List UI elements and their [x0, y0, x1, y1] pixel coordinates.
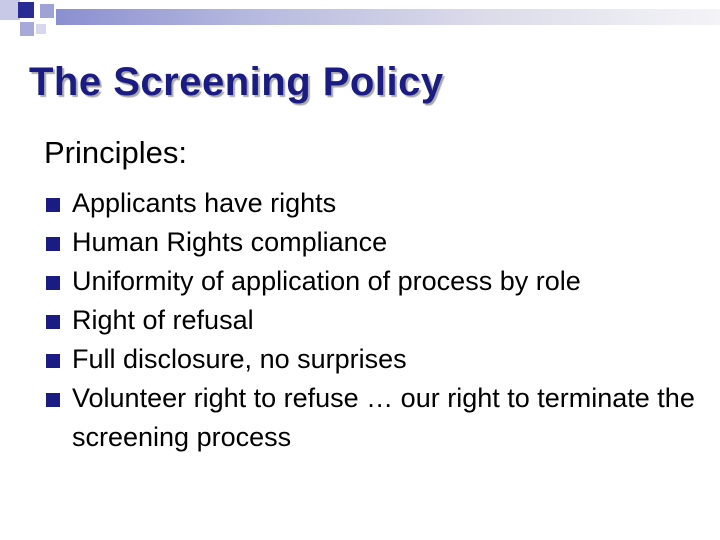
bullet-list	[44, 184, 704, 457]
bullet-item	[44, 301, 704, 340]
decor-square-mid	[40, 4, 54, 18]
header-gradient-bar	[56, 9, 720, 25]
bullet-text: Uniformity of application of process by role	[72, 266, 581, 296]
bullet-text: Applicants have rights	[72, 188, 337, 218]
header-decoration	[0, 0, 720, 44]
bullet-item	[44, 184, 704, 223]
bullet-text: Volunteer right to refuse … our right to terminate the screening process	[72, 383, 695, 452]
bullet-item	[44, 340, 704, 379]
slide-title: The Screening Policy	[29, 60, 444, 104]
square-bullet-icon	[46, 315, 60, 329]
square-bullet-icon	[46, 198, 60, 212]
bullet-item	[44, 262, 704, 301]
square-bullet-icon	[46, 237, 60, 251]
slide-subtitle: Principles:	[44, 135, 187, 170]
bullet-item	[44, 223, 704, 262]
decor-square-dark	[18, 2, 34, 18]
square-bullet-icon	[46, 354, 60, 368]
square-bullet-icon	[46, 393, 60, 407]
bullet-item	[44, 379, 704, 457]
bullet-text: Human Rights compliance	[72, 227, 388, 257]
bullet-text: Full disclosure, no surprises	[72, 344, 407, 374]
decor-square-small	[20, 22, 34, 36]
square-bullet-icon	[46, 276, 60, 290]
decor-square-faint	[36, 24, 46, 34]
bullet-text: Right of refusal	[72, 305, 254, 335]
decor-square-light	[0, 0, 20, 20]
